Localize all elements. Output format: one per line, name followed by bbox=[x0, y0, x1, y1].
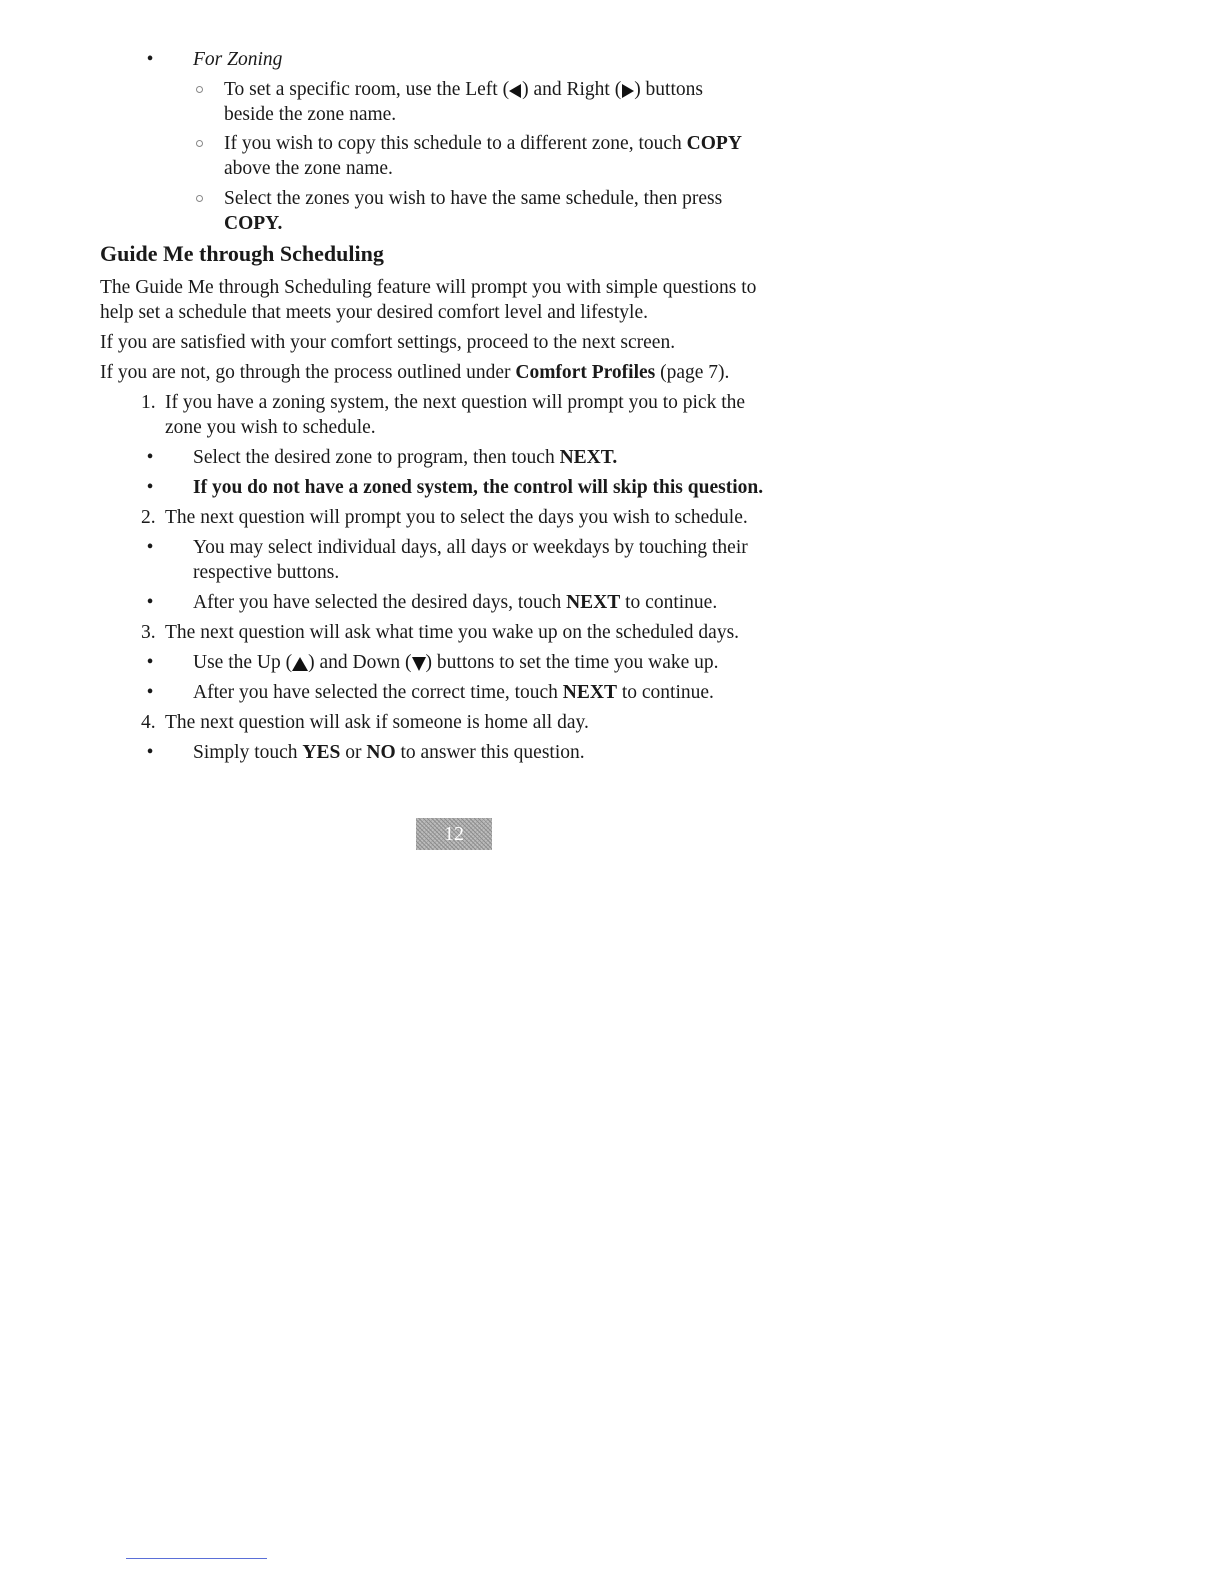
circle-bullet-icon bbox=[196, 86, 203, 93]
step-1-bullet-2: If you do not have a zoned system, the control will skip this question. bbox=[193, 477, 764, 498]
zoning-item-3-line1: Select the zones you wish to have the same schedule, then press bbox=[224, 188, 723, 209]
bullet: • bbox=[146, 592, 154, 613]
step-4-bullet-1: Simply touch YES or NO to answer this question. bbox=[193, 742, 585, 763]
step-number: 4. bbox=[141, 712, 156, 733]
step-number: 1. bbox=[141, 392, 156, 413]
zoning-item-1-line2: beside the zone name. bbox=[224, 104, 397, 125]
step-4-line1: The next question will ask if someone is home all day. bbox=[165, 712, 589, 733]
bullet: • bbox=[146, 477, 154, 498]
down-arrow-icon bbox=[412, 657, 426, 671]
zoning-heading: For Zoning bbox=[193, 49, 283, 70]
step-2-line1: The next question will prompt you to select the days you wish to schedule. bbox=[165, 507, 748, 528]
intro-line-2: help set a schedule that meets your desired comfort level and lifestyle. bbox=[100, 302, 648, 323]
up-arrow-icon bbox=[292, 657, 308, 671]
right-arrow-icon bbox=[621, 84, 634, 98]
circle-bullet-icon bbox=[196, 195, 203, 202]
left-arrow-icon bbox=[509, 84, 522, 98]
zoning-item-1-line1: To set a specific room, use the Left ( ) and Right ( ) buttons bbox=[224, 79, 703, 100]
step-2-bullet-1-line1: You may select individual days, all days or weekdays by touching their bbox=[193, 537, 748, 558]
step-number: 2. bbox=[141, 507, 156, 528]
bullet: • bbox=[146, 447, 154, 468]
bullet: • bbox=[146, 49, 154, 70]
page-number: 12 bbox=[416, 818, 492, 850]
not-satisfied-text: If you are not, go through the process outlined under Comfort Profiles (page 7). bbox=[100, 362, 730, 383]
step-3-bullet-1: Use the Up ( ) and Down ( ) buttons to set the time you wake up. bbox=[193, 652, 719, 673]
zoning-item-2-line1: If you wish to copy this schedule to a different zone, touch COPY bbox=[224, 133, 742, 154]
footer-rule bbox=[126, 1558, 267, 1559]
bullet: • bbox=[146, 652, 154, 673]
bullet: • bbox=[146, 742, 154, 763]
zoning-item-3-line2: COPY. bbox=[224, 213, 283, 234]
circle-bullet-icon bbox=[196, 140, 203, 147]
step-2-bullet-2: After you have selected the desired days, touch NEXT to continue. bbox=[193, 592, 718, 613]
section-heading: Guide Me through Scheduling bbox=[100, 241, 384, 266]
step-3-bullet-2: After you have selected the correct time, touch NEXT to continue. bbox=[193, 682, 714, 703]
bullet: • bbox=[146, 537, 154, 558]
step-1-line1: If you have a zoning system, the next question will prompt you to pick the bbox=[165, 392, 746, 413]
intro-line-1: The Guide Me through Scheduling feature will prompt you with simple questions to bbox=[100, 277, 757, 298]
bullet: • bbox=[146, 682, 154, 703]
step-3-line1: The next question will ask what time you wake up on the scheduled days. bbox=[165, 622, 740, 643]
zoning-item-2-line2: above the zone name. bbox=[224, 158, 393, 179]
step-1-line2: zone you wish to schedule. bbox=[165, 417, 376, 438]
step-number: 3. bbox=[141, 622, 156, 643]
satisfied-text: If you are satisfied with your comfort settings, proceed to the next screen. bbox=[100, 332, 676, 353]
step-2-bullet-1-line2: respective buttons. bbox=[193, 562, 340, 583]
step-1-bullet-1: Select the desired zone to program, then touch NEXT. bbox=[193, 447, 618, 468]
